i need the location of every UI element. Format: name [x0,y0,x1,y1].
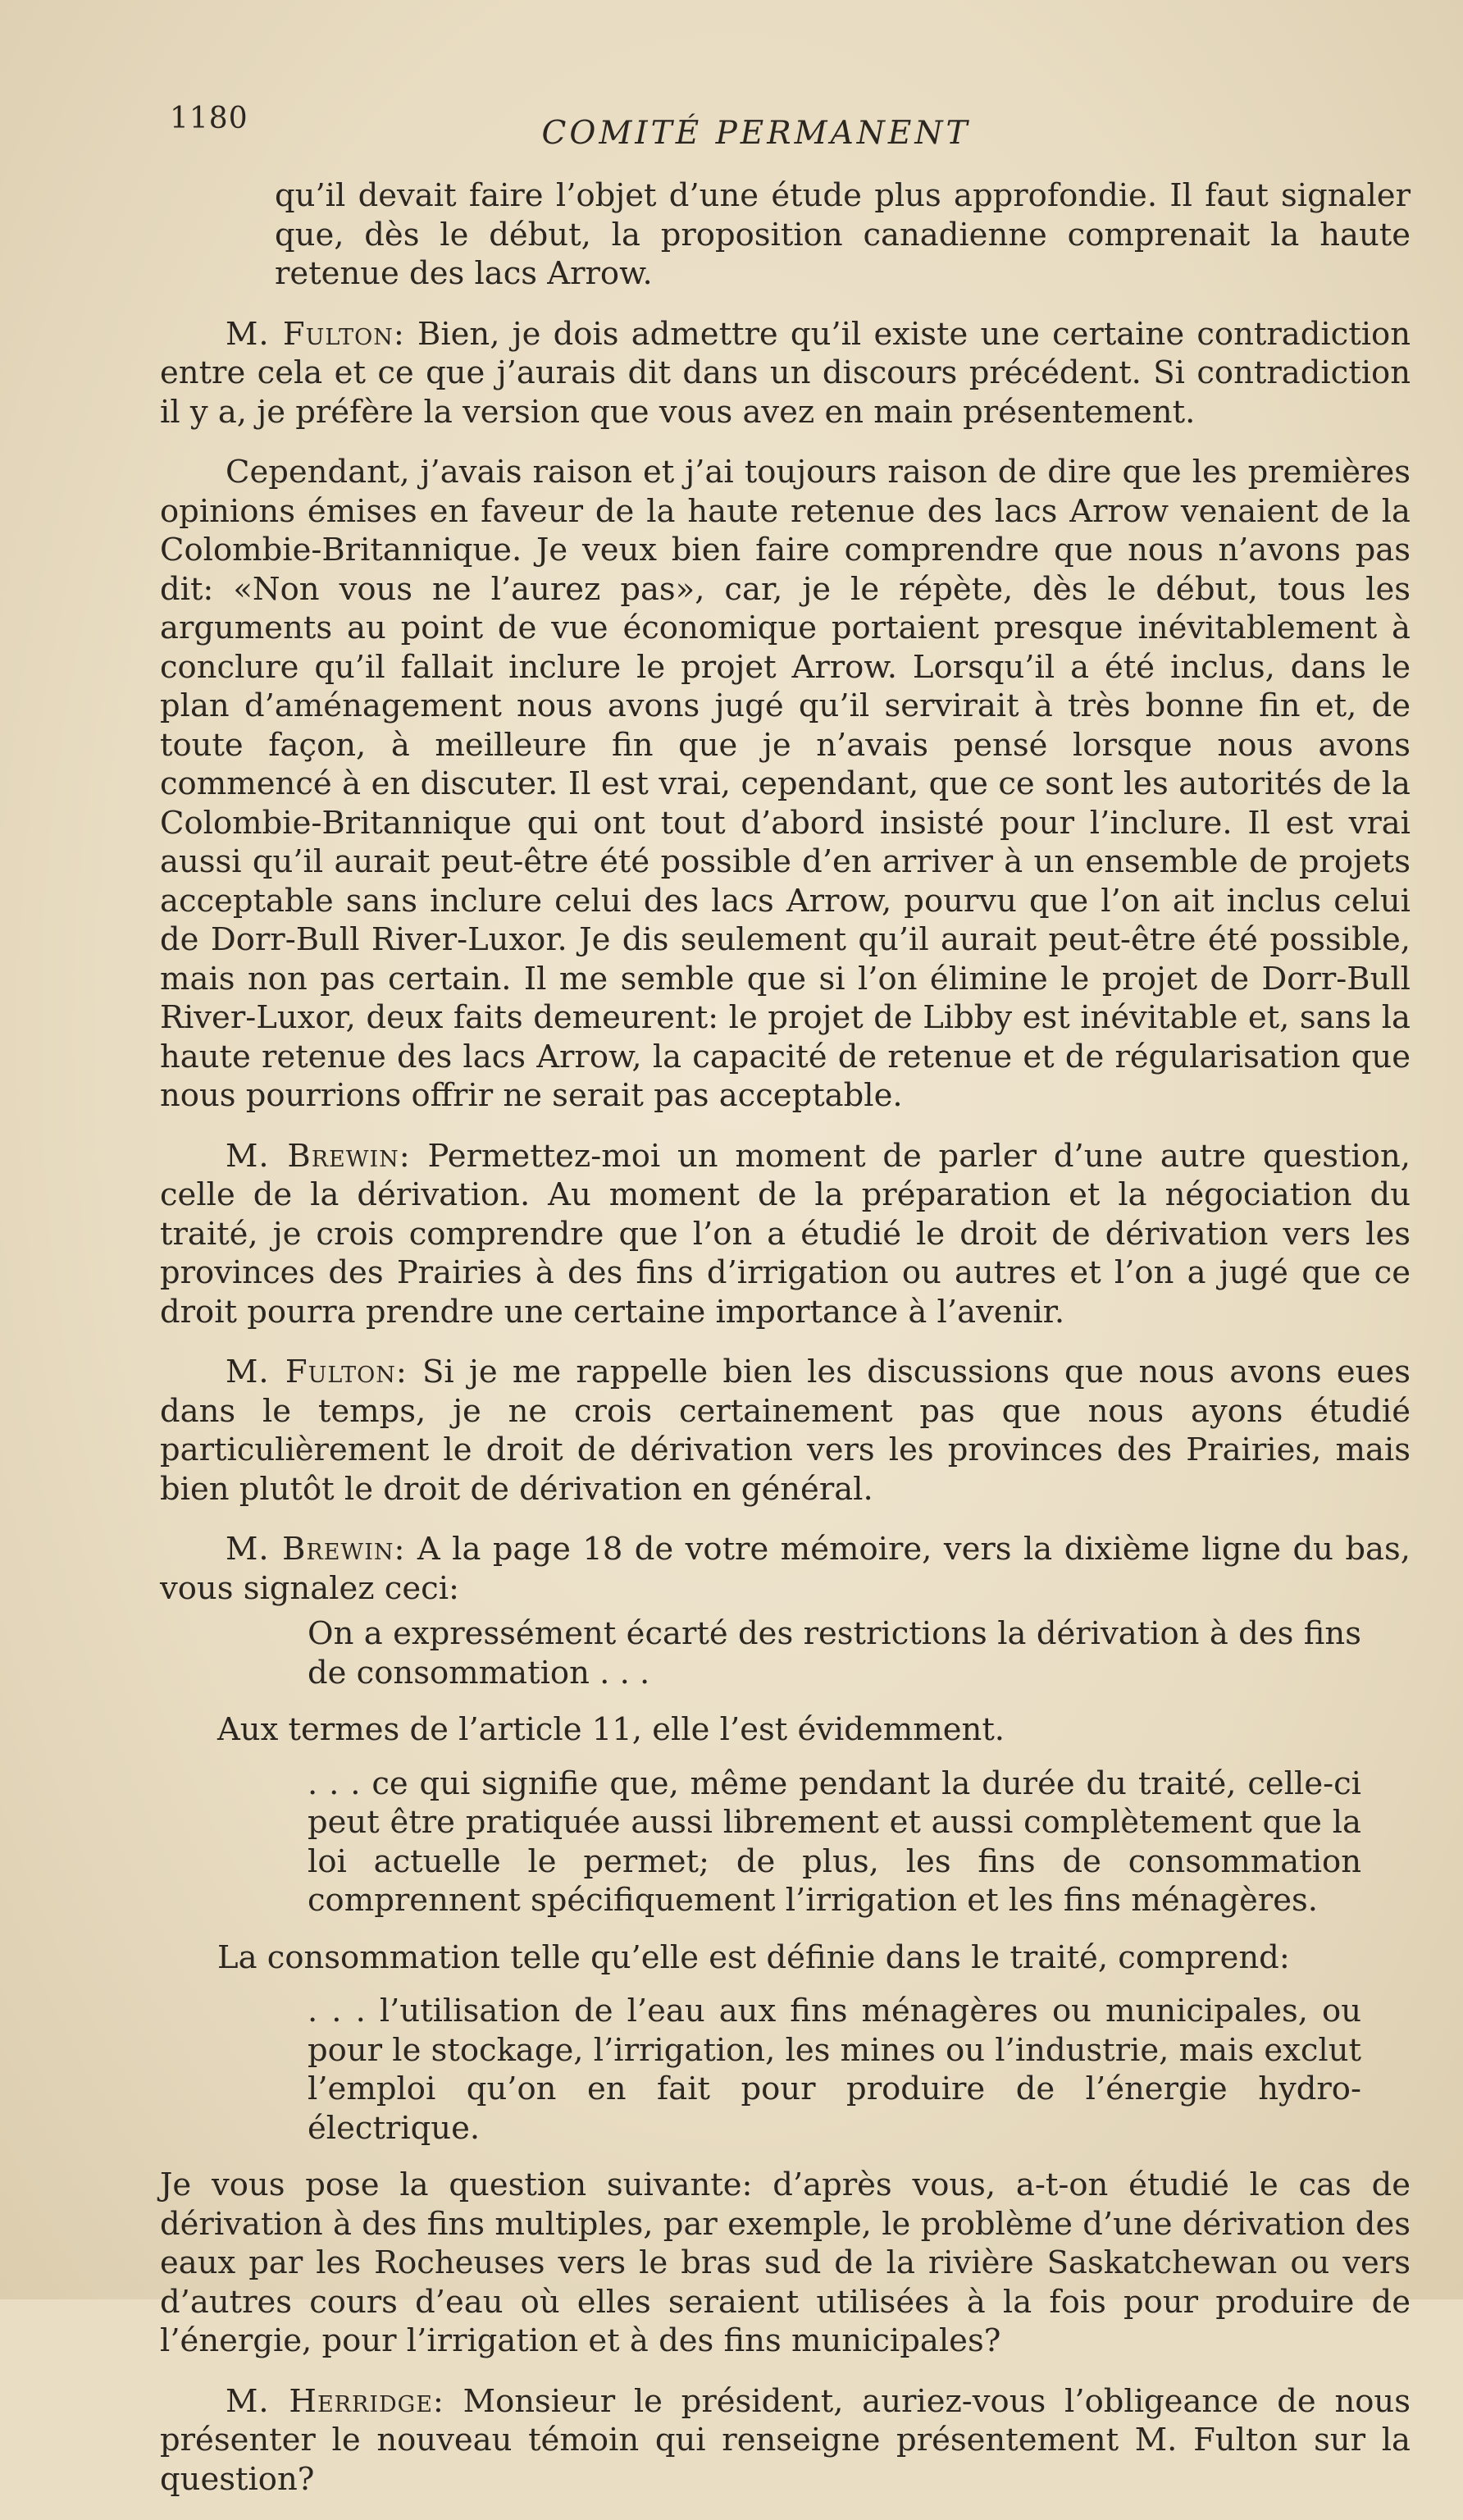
paragraph: qu’il devait faire l’objet d’une étude plus approfondie. Il faut signaler que, dès le début, la proposition canadienne comprenait la haute retenue des lacs Arrow. [275,177,1411,292]
paragraph-herridge: M. Herridge: Monsieur le président, auriez-vous l’obligeance de nous présenter le nouveau témoin qui renseigne présentement M. Fulton sur la question? [160,2382,1411,2498]
paragraph-fulton: M. Fulton: Bien, je dois admettre qu’il existe une certaine contradiction entre cela et ce que j’aurais dit dans un discours précédent. Si contradiction il y a, je préfère la version que vous avez en main présentement. [160,315,1411,431]
speaker-name: M. Fulton: [226,315,405,353]
paragraph-brewin: M. Brewin: A la page 18 de votre mémoire, vers la dixième ligne du bas, vous signalez ceci: [160,1531,1411,1607]
page-body [160,176,1411,2520]
paragraph-brewin: M. Brewin: Permettez-moi un moment de parler d’une autre question, celle de la dérivation. Au moment de la préparation et la négociation du traité, je crois comprendre que l’on a étudié le droit de dérivation vers les provinces des Prairies à des fins d’irrigation ou autres et l’on a jugé que ce droit pourra prendre une certaine importance à l’avenir. [160,1137,1411,1331]
speaker-name: M. Herridge: [226,2382,444,2420]
speaker-name: M. Brewin: [226,1137,411,1175]
page-number: 1180 [170,102,248,135]
block-quote: . . . ce qui signifie que, même pendant la durée du traité, celle-ci peut être pratiquée aussi librement et aussi complètement que la loi actuelle le permet; de plus, les fins de consommation comprennent spécifiquement l’irrigation et les fins ménagères. [308,1764,1361,1919]
paragraph: Cependant, j’avais raison et j’ai toujours raison de dire que les premières opinions émises en faveur de la haute retenue des lacs Arrow venaient de la Colombie-Britannique. Je veux bien faire comprendre que nous n’avons pas dit: «Non vous ne l’aurez pas», car, je le répète, dès le début, tous les arguments au point de vue économique portaient presque inévitablement à conclure qu’il fallait inclure le projet Arrow. Lorsqu’il a été inclus, dans le plan d’aménagement nous avons jugé qu’il servirait à très bonne fin et, de toute façon, à meilleure fin que je n’avais pensé lorsque nous avons commencé à en discuter. Il est vrai, cependant, que ce sont les autorités de la Colombie-Britannique qui ont tout d’abord insisté pour l’inclure. Il est vrai aussi qu’il aurait peut-être été possible d’en arriver à un ensemble de projets acceptable sans inclure celui des lacs Arrow, pourvu que l’on ait inclus celui de Dorr-Bull River-Luxor. Je dis seulement qu’il aurait peut-être été possible, mais non pas certain. Il me semble que si l’on élimine le projet de Dorr-Bull River-Luxor, deux faits demeurent: le projet de Libby est inévitable et, sans la haute retenue des lacs Arrow, la capacité de retenue et de régularisation que nous pourrions offrir ne serait pas acceptable. [160,454,1411,1114]
block-quote: On a expressément écarté des restrictions la dérivation à des fins de consommation . . . [308,1615,1361,1691]
paragraph: Je vous pose la question suivante: d’après vous, a-t-on étudié le cas de dérivation à des fins multiples, par exemple, le problème d’une dérivation des eaux par les Rocheuses vers le bras sud de la rivière Saskatchewan ou vers d’autres cours d’eau où elles seraient utilisées à la fois pour produire de l’énergie, pour l’irrigation et à des fins municipales? [160,2166,1411,2359]
quote-intro: Aux termes de l’article 11, elle l’est évidemment. [217,1711,1005,1748]
running-title: COMITÉ PERMANENT [541,115,971,152]
quote-intro: La consommation telle qu’elle est définie dans le traité, comprend: [217,1938,1290,1976]
speaker-name: M. Fulton: [226,1354,408,1390]
block-quote: . . . l’utilisation de l’eau aux fins ménagères ou municipales, ou pour le stockage, l’irrigation, les mines ou l’industrie, mais exclut l’emploi qu’on en fait pour produire de l’énergie hydro-électrique. [308,1993,1361,2147]
paragraph-fulton: M. Fulton: Si je me rappelle bien les discussions que nous avons eues dans le temps, je ne crois certainement pas que nous ayons étudié particulièrement le droit de dérivation vers les provinces des Prairies, mais bien plutôt le droit de dérivation en général. [160,1354,1411,1508]
speaker-name: M. Brewin: [226,1531,406,1568]
